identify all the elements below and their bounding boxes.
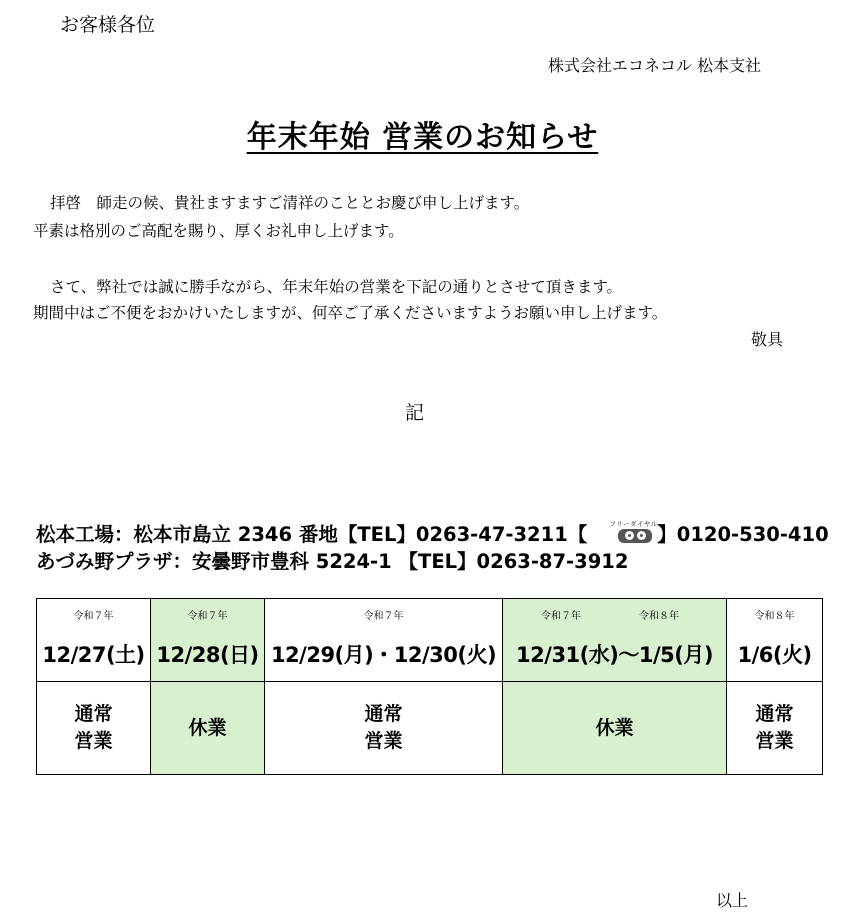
company-name: 株式会社エコネコル 松本支社 — [548, 56, 762, 75]
freedial-icon — [618, 529, 652, 543]
date-label: 12/29(月)・12/30(火) — [270, 643, 497, 667]
status-text: 通常 営業 — [74, 703, 113, 752]
schedule-date-row — [37, 599, 823, 682]
apology-paragraph: 期間中はご不便をおかけいたしますが、何卒ご了承くださいますようお願い申し上げます。 — [33, 304, 668, 322]
closing-ijou: 以上 — [716, 891, 749, 910]
status-normal-cell — [37, 682, 151, 775]
date-label: 12/28(日) — [156, 643, 259, 667]
schedule-table — [36, 598, 823, 775]
page-title: 年末年始 営業のお知らせ — [246, 120, 599, 155]
status-closed-cell — [503, 682, 727, 775]
status-text: 通常 営業 — [364, 703, 403, 752]
status-closed-cell — [151, 682, 265, 775]
closing-keigu: 敬具 — [751, 330, 784, 349]
schedule-status-row — [37, 682, 823, 775]
status-text: 休業 — [595, 716, 634, 739]
date-cell-1228 — [151, 599, 265, 682]
date-cell-1229-1230 — [265, 599, 503, 682]
notice-paragraph: さて、弊社では誠に勝手ながら、年末年始の営業を下記の通りとさせて頂きます。 — [50, 278, 622, 296]
greeting-paragraph: 拝啓 師走の候、貴社ますますご清祥のこととお慶び申し上げます。 — [50, 194, 530, 212]
era-label-end: 令和８年 — [639, 611, 679, 622]
freedial-number: 】0120-530-410 — [657, 523, 829, 546]
era-labels — [503, 607, 726, 621]
salutation: お客様各位 — [60, 14, 156, 36]
date-cell-1231-0105 — [503, 599, 727, 682]
matsumoto-factory-contact — [36, 519, 829, 547]
date-label: 12/27(土) — [42, 643, 145, 667]
azumino-plaza-contact: あづみ野プラザ：安曇野市豊科 5224-1 【TEL】0263-87-3912 — [36, 550, 629, 573]
era-label: 令和７年 — [73, 611, 114, 622]
status-normal-cell — [265, 682, 503, 775]
matsumoto-factory-text: 松本工場：松本市島立 2346 番地【TEL】0263-47-3211【 — [36, 523, 588, 546]
era-label: 令和８年 — [754, 611, 795, 622]
ki-heading: 記 — [405, 402, 425, 424]
freedial-logo — [587, 519, 658, 546]
era-label-start: 令和７年 — [541, 611, 581, 622]
era-label: 令和７年 — [363, 611, 404, 622]
status-normal-cell — [727, 682, 823, 775]
date-label: 1/6(火) — [737, 643, 812, 667]
date-cell-1227 — [37, 599, 151, 682]
status-text: 休業 — [188, 716, 227, 739]
status-text: 通常 営業 — [755, 703, 794, 752]
era-label: 令和７年 — [187, 611, 228, 622]
gratitude-paragraph: 平素は格別のご高配を賜り、厚くお礼申し上げます。 — [33, 222, 404, 240]
date-cell-0106 — [727, 599, 823, 682]
date-label: 12/31(水)～1/5(月) — [516, 643, 713, 667]
freedial-label: フリーダイヤル — [609, 519, 658, 528]
